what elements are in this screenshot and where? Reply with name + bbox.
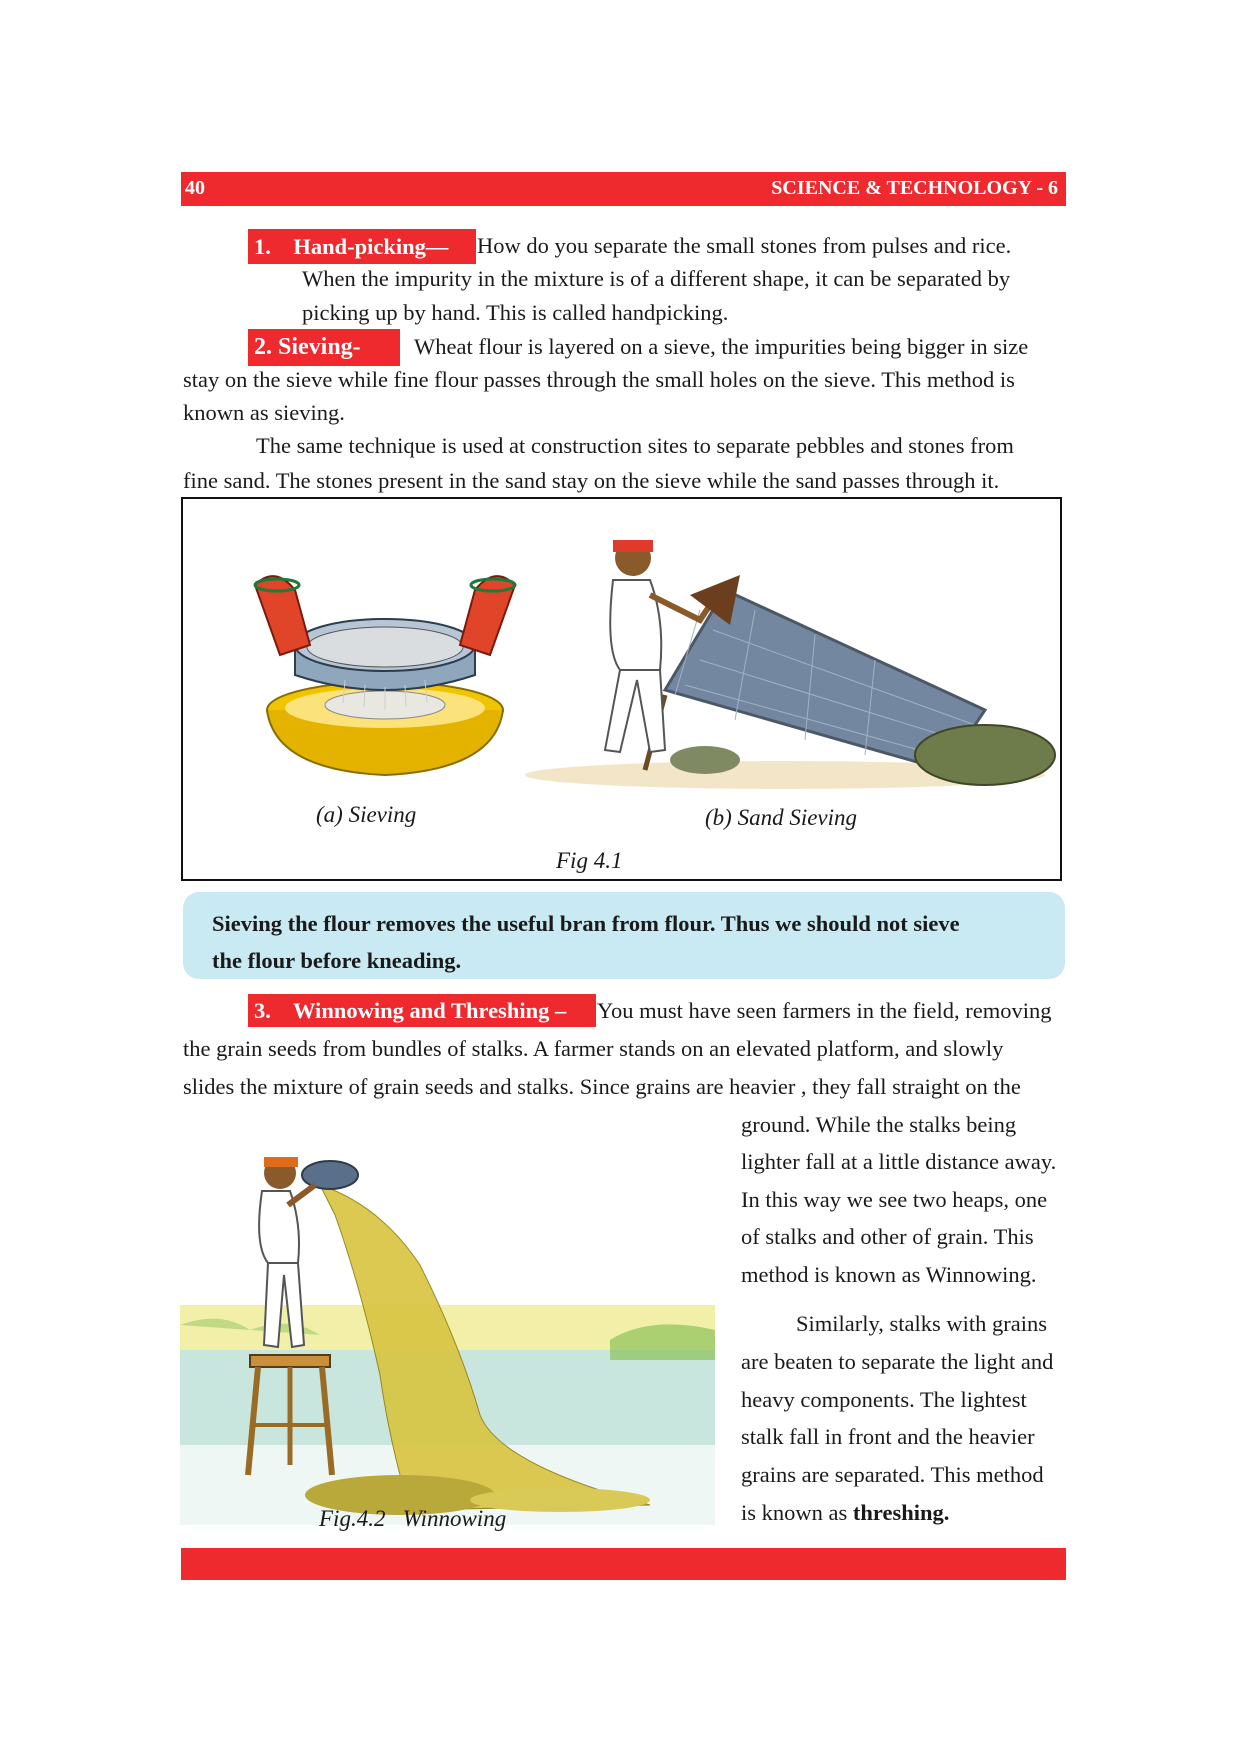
figure-4-1-title: Fig 4.1 [556,848,623,873]
winnowing-line1: You must have seen farmers in the field, removing [597,998,1052,1023]
note-line2: the flour before kneading. [212,948,462,973]
hand-picking-label: 1. Hand-picking— [248,229,476,264]
threshing-term: threshing. [852,1500,950,1525]
footer-bar [181,1548,1066,1580]
book-title: SCIENCE & TECHNOLOGY - 6 [771,177,1058,199]
winnowing-line4: ground. While the stalks being [741,1112,1017,1137]
winnowing-illustration [180,1145,715,1530]
winnowing-label: 3. Winnowing and Threshing – [248,994,596,1027]
winnowing-line3: slides the mixture of grain seeds and stalks. Since grains are heavier , they fall straight on the [183,1074,1021,1099]
winnowing-line11: heavy components. The lightest [741,1387,1027,1412]
hand-picking-line1: How do you separate the small stones from pulses and rice. [477,233,1012,258]
winnowing-line6: In this way we see two heaps, one [741,1187,1048,1212]
winnowing-line14-prefix: is known as [741,1500,853,1525]
sand-sieving-illustration [525,520,1045,790]
page-number: 40 [185,177,205,199]
winnowing-line2: the grain seeds from bundles of stalks. A farmer stands on an elevated platform, and slowly [183,1036,1004,1061]
winnowing-line9: Similarly, stalks with grains [796,1311,1048,1336]
winnowing-line14 [741,1496,949,1530]
note-line1: Sieving the flour removes the useful bran from flour. Thus we should not sieve [212,911,960,936]
hand-picking-line3: picking up by hand. This is called handpicking. [302,300,729,325]
sieving-line1: Wheat flour is layered on a sieve, the impurities being bigger in size [414,334,1029,359]
sieving-line3: known as sieving. [183,400,345,425]
winnowing-line10: are beaten to separate the light and [741,1349,1054,1374]
winnowing-line8: method is known as Winnowing. [741,1262,1037,1287]
sieving-line2: stay on the sieve while fine flour passes through the small holes on the sieve. This method is [183,367,1015,392]
winnowing-line5: lighter fall at a little distance away. [741,1149,1057,1174]
sieving-line5: fine sand. The stones present in the sand stay on the sieve while the sand passes through it. [183,468,1000,493]
winnowing-line13: grains are separated. This method [741,1462,1044,1487]
flour-sieving-illustration [255,545,515,795]
figure-4-1a-caption: (a) Sieving [316,802,417,827]
hand-picking-line2: When the impurity in the mixture is of a different shape, it can be separated by [302,266,1011,291]
figure-4-2-caption: Fig.4.2 Winnowing [319,1506,507,1531]
winnowing-line7: of stalks and other of grain. This [741,1224,1034,1249]
sieving-line4: The same technique is used at construction sites to separate pebbles and stones from [256,433,1014,458]
note-text [212,905,1052,979]
winnowing-line12: stalk fall in front and the heavier [741,1424,1035,1449]
figure-4-1b-caption: (b) Sand Sieving [705,805,858,830]
sieving-label: 2. Sieving- [248,329,400,366]
